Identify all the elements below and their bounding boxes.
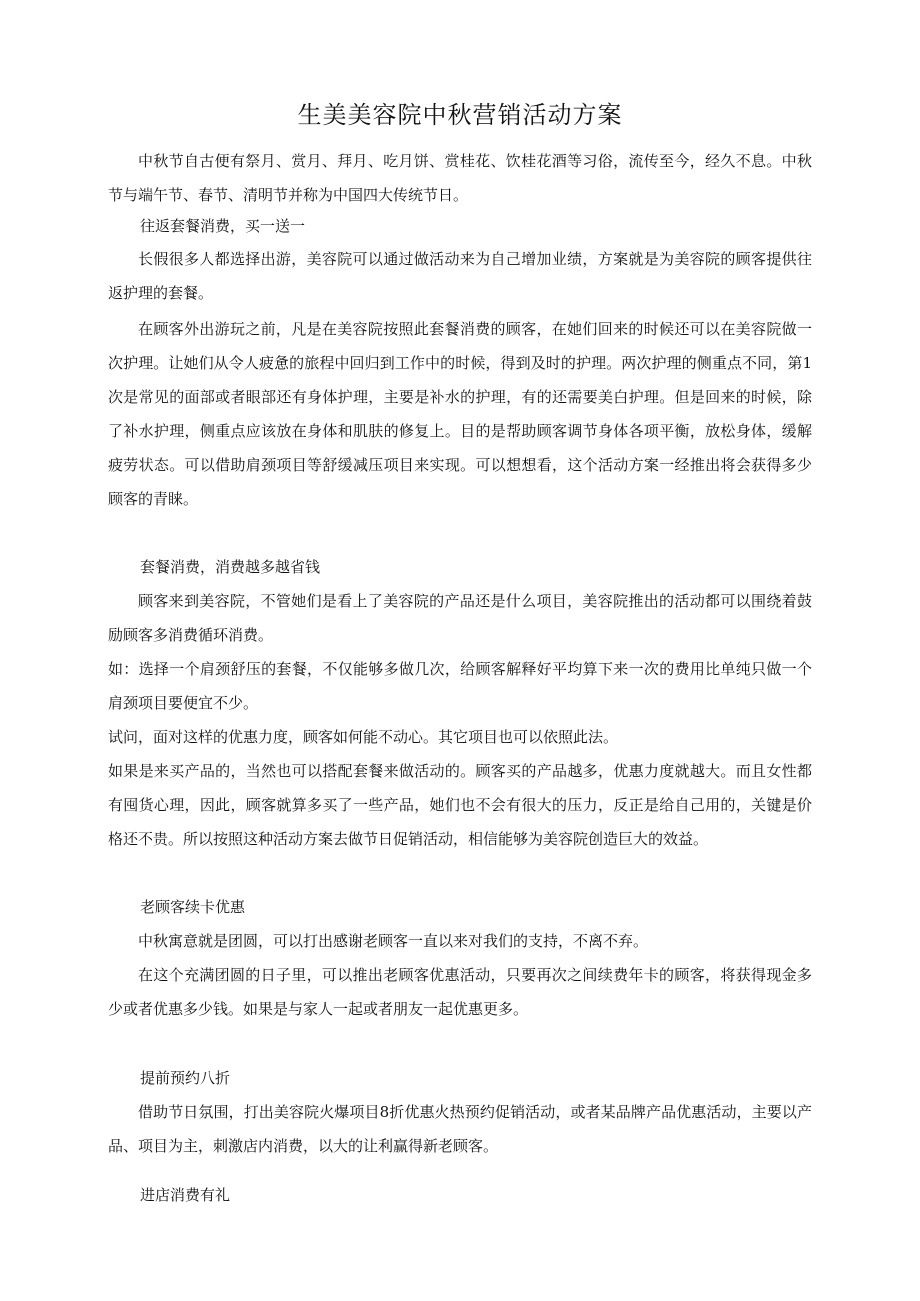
paragraph: 中秋寓意就是团圆，可以打出感谢老顾客一直以来对我们的支持，不离不弃。 xyxy=(138,932,649,950)
document-title: 生美美容院中秋营销活动方案 xyxy=(297,101,623,129)
paragraph: 借助节日氛围，打出美容院火爆项目8折优惠火热预约促销活动，或者某品牌产品优惠活动，主要以产品、项目为主，刺激店内消费，以大的让利赢得新老顾客。 xyxy=(108,1103,812,1155)
section-heading-renewal: 老顾客续卡优惠 xyxy=(140,898,246,916)
paragraph: 顾客来到美容院，不管她们是看上了美容院的产品还是什么项目，美容院推出的活动都可以围绕着鼓励顾客多消费循环消费。 xyxy=(108,592,812,644)
paragraph: 试问，面对这样的优惠力度，顾客如何能不动心。其它项目也可以依照此法。 xyxy=(108,728,619,746)
paragraph: 如：选择一个肩颈舒压的套餐，不仅能够多做几次，给顾客解释好平均算下来一次的费用比单纯只做一个肩颈项目要便宜不少。 xyxy=(108,660,812,712)
section-heading-round-trip: 往返套餐消费，买一送一 xyxy=(140,217,306,235)
section-heading-package: 套餐消费，消费越多越省钱 xyxy=(140,558,321,576)
section-heading-gift: 进店消费有礼 xyxy=(140,1186,231,1204)
paragraph: 在顾客外出游玩之前，凡是在美容院按照此套餐消费的顾客，在她们回来的时候还可以在美容院做一次护理。让她们从令人疲惫的旅程中回归到工作中的时候，得到及时的护理。两次护理的侧重点不同，第1次是常见的面部或者眼部还有身体护理，主要是补水的护理，有的还需要美白护理。但是回来的时候，除了补水护理，侧重点应该放在身体和肌肤的修复上。目的是帮助顾客调节身体各项平衡，放松身体，缓解疲劳状态。可以借助肩颈项目等舒缓减压项目来实现。可以想想看，这个活动方案一经推出将会获得多少顾客的青睐。 xyxy=(108,320,812,508)
intro-paragraph: 中秋节自古便有祭月、赏月、拜月、吃月饼、赏桂花、饮桂花酒等习俗，流传至今，经久不息。中秋节与端午节、春节、清明节并称为中国四大传统节日。 xyxy=(108,152,812,204)
paragraph: 如果是来买产品的，当然也可以搭配套餐来做活动的。顾客买的产品越多，优惠力度就越大。而且女性都有囤货心理，因此，顾客就算多买了一些产品，她们也不会有很大的压力，反正是给自己用的，关键是价格还不贵。所以按照这种活动方案去做节日促销活动，相信能够为美容院创造巨大的效益。 xyxy=(108,762,812,848)
paragraph: 长假很多人都选择出游，美容院可以通过做活动来为自己增加业绩，方案就是为美容院的顾客提供往返护理的套餐。 xyxy=(108,250,812,302)
paragraph: 在这个充满团圆的日子里，可以推出老顾客优惠活动，只要再次之间续费年卡的顾客，将获得现金多少或者优惠多少钱。如果是与家人一起或者朋友一起优惠更多。 xyxy=(108,966,812,1018)
section-heading-booking: 提前预约八折 xyxy=(140,1069,231,1087)
